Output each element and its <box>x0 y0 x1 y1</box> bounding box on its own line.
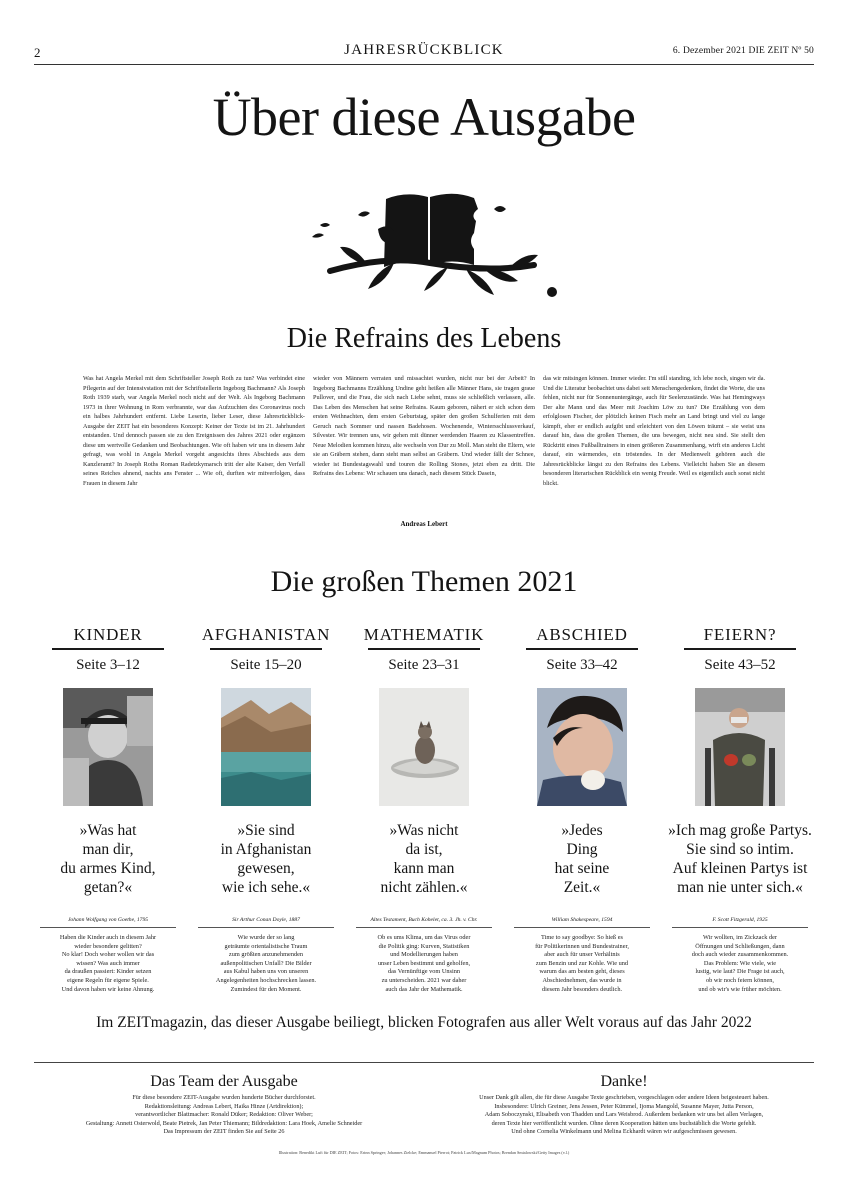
team-heading: Das Team der Ausgabe <box>150 1073 298 1090</box>
child-haircut-photo <box>63 688 153 806</box>
intro-text-3: das wir mitsingen können. Immer wieder. I'm still standing, ich lebe noch, singen wir da. Und die Literatur beobachtet uns dabei seit Menschengedenken, findet die Worte, die uns fehlen, nicht nur für Sonnenuntergänge, auch für Seelenzustände. Was hat Hemingways Der alte Mann und das Meer mit Joachim Löw zu tun? Die Erzählung von dem erfolglosen Fischer, der plötzlich keinen Fisch mehr an Land bringt und viel zu lange kämpft, eher er endlich aufgibt und erleichtert von den Löwen träumt – sie weist uns darauf hin, dass die großen Themen, die uns bewegen, nicht neu sind. Sie stellt den Rücktritt eines Fußballtrainers in einen größeren Zusammenhang, wirft ein anderes Licht darauf, ein wärmendes, ein tröstendes. In der Medienwelt gehören auch die Jahresrückblicke längst zu den Refrains des Lebens. Vielleicht haben Sie an diesem besonderen literarischen Rückblick ein wenig Freude. Weil es eigentlich auch sonst nicht blickt. <box>543 375 765 487</box>
page-title: Über diese Ausgabe <box>212 87 636 147</box>
intro-text-1: Was hat Angela Merkel mit dem Schriftsteller Joseph Roth zu tun? Was verbindet eine Pflegerin auf der Intensivstation mit der Schriftstellerin Ingeborg Bachmann? Als Joseph Roth 1939 starb, war Angela Merkel noch nicht auf der Welt. Als Ingeborg Bachmann 1973 in ihrer Wohnung in Rom verbrannte, war das Aufzuchten des Coronavirus noch ein halbes Jahrhundert entfernt. Liebe Leserin, lieber Leser, diese Jahresrückblick-Ausgabe der ZEIT hat ein besonderes Konzept: Keiner der Texte ist im 21. Jahrhundert entstanden. Und dennoch passen sie zu den Ereignissen des Jahres 2021 oder ergänzen diese um wertvolle Gedanken und Beobachtungen. Wie oft haben wir uns in diesem Jahr gefragt, was wohl in Angela Merkel vorgeht angesichts ihres Abschieds aus dem Kanzleramt? In Joseph Roths Roman Radetzkymarsch tritt der alte Kaiser, den Verfall seines Reiches ahnend, nachts ans Fenster ... Wie oft, durften wir mitverfolgen, dass Frauen in diesem Jahr <box>83 375 305 487</box>
book-branch-illustration <box>298 185 560 305</box>
photo-credits: Illustration: Benedikt Luft für DIE ZEIT; Fotos: Erinn Springer; Johannes Zielcke; Emmanuel Pierrot; Patrick Lux/Magnum Photos; Brendan Smialowski/Getty Images (v.l.) <box>278 1150 570 1155</box>
theme-rule <box>210 648 322 650</box>
theme-name: KINDER <box>73 625 143 644</box>
thanks-heading: Danke! <box>600 1073 648 1090</box>
page-number: 2 <box>34 45 41 60</box>
theme-quote: »Ich mag große Partys. Sie sind so intim. Auf kleinen Partys ist man nie unter sich.« <box>668 822 812 896</box>
themes-heading: Die großen Themen 2021 <box>270 565 578 598</box>
theme-rule <box>52 648 164 650</box>
quote-source: William Shakespeare, 1594 <box>514 917 650 928</box>
theme-kinder <box>33 624 183 994</box>
theme-pages: Seite 23–31 <box>388 657 460 673</box>
afghanistan-lake-photo <box>221 688 311 806</box>
theme-pages: Seite 3–12 <box>76 657 140 673</box>
article-subtitle: Die Refrains des Lebens <box>286 323 562 354</box>
issue-info: 6. Dezember 2021 DIE ZEIT Nº 50 <box>672 46 814 56</box>
intro-text-2: wieder von Männern verraten und missachtet wurden, nicht nur bei der Arbeit? In Ingeborg Bachmanns Erzählung Undine geht heißen alle Männer Hans, sie tragen graue Pullover, und die Frau, die sich nach Liebe sehnt, muss sie schließlich verlassen, alle. Das Leben des Menschen hat seine Refrains. Kaum geboren, nähert er sich schon dem ersten Weihnachten, dem ersten Geburtstag, später den großen Schulferien mit dem Geruch nach Sommer und nassen Badehosen. Wochenende, Wintersschlussverkauf, Silvester. Wir trennen uns, wir gehen mit dünner werdenden Haaren zu Klassentreffen. Neue Melodien kommen hinzu, alte wechseln von Dur zu Moll. Man steht die Eltern, wie sie an Gräbern stehen, dann steht man selbst an Gräbern. Und wieder fällt der Schnee, wieder ist Bundestagswahl und touren die Rolling Stones, jetzt eben zu dritt. Die Refrains des Lebens: Wir schauen uns danach, nach diesem Stück Dasein, <box>313 375 535 477</box>
theme-abschied <box>507 624 657 994</box>
crying-boy-photo <box>537 688 627 806</box>
theme-pages: Seite 15–20 <box>230 657 302 673</box>
theme-description: Wie wurde der so lang geträumte orientalistische Traum zum größten anzunehmenden außenpolitischen Unfall? Die Bilder aus Kabul haben uns von unseren Angelegenheiten hochschrecken lassen. Zumindest für den Moment. <box>215 934 317 993</box>
thanks-text: Unser Dank gilt allen, die für diese Ausgabe Texte geschrieben, vorgeschlagen oder andere Ideen beigesteuert haben. Insbesondere: Ulrich Greiner, Jens Jessen, Peter Kümmel, Ijoma Mangold, Susanne Mayer, Jutta Person, Adam Soboczynski, Elisabeth von Thadden und Lars Weisbrod. Außerdem bedanken wir uns bei allen Verlagen, deren Texte hier veröffentlicht wurden. Ohne deren Kooperation hätten uns buchstäblich die Worte gefehlt. Und ohne Cornelia Winkelmann und Melina Eckhardt wären wir aufgeschmissen gewesen. <box>479 1094 769 1135</box>
theme-feiern <box>665 624 815 994</box>
quote-source: Johann Wolfgang von Goethe, 1795 <box>40 917 176 928</box>
header-rule <box>34 64 814 65</box>
quote-source: F. Scott Fitzgerald, 1925 <box>672 917 808 928</box>
theme-name: AFGHANISTAN <box>201 625 331 644</box>
theme-description: Wir wollten, im Zickzack der Öffnungen und Schließungen, dann doch auch wieder zusammenkommen. Das Problem: Wie viele, wie lustig, wie laut? Die Frage ist auch, ob wir noch feiern können, und ob wir's wie früher möchten. <box>691 934 789 993</box>
author-name: Andreas Lebert <box>400 520 448 528</box>
zeitmagazin-note: Im ZEITmagazin, das dieser Ausgabe beiliegt, blicken Fotografen aus aller Welt voraus auf das Jahr 2022 <box>96 1014 752 1031</box>
theme-rule <box>526 648 638 650</box>
cat-on-shell-photo <box>379 688 469 806</box>
quote-source: Altes Testament, Buch Kohelet, ca. 3. Jh. v. Chr. <box>356 917 492 928</box>
intro-column-3 <box>543 374 765 488</box>
theme-name: MATHEMATIK <box>363 625 485 644</box>
theme-description: Ob es ums Klima, um das Virus oder die Politik ging: Kurven, Statistiken und Modellierungen haben unser Leben bestimmt und geholfen, das Vernünftige vom Unsinn zu unterscheiden. 2021 war daher auch das Jahr der Mathematik. <box>377 934 471 993</box>
theme-quote: »Sie sind in Afghanistan gewesen, wie ich sehe.« <box>220 822 312 896</box>
theme-description: Haben die Kinder auch in diesem Jahr wieder besondere gelitten? No klar! Doch woher wollen wir das wissen? Was auch immer da draußen passiert: Kinder setzen eigene Regeln für eigene Spiele. Und davon haben wir keine Ahnung. <box>59 934 157 993</box>
theme-pages: Seite 43–52 <box>704 657 776 673</box>
section-title: JAHRESRÜCKBLICK <box>344 42 504 58</box>
theme-pages: Seite 33–42 <box>546 657 618 673</box>
theme-rule <box>368 648 480 650</box>
theme-quote: »Jedes Ding hat seine Zeit.« <box>554 822 610 896</box>
intro-column-1 <box>83 374 305 488</box>
theme-quote: »Was nicht da ist, kann man nicht zählen.« <box>380 822 468 896</box>
team-text: Für diese besondere ZEIT-Ausgabe wurden hunderte Bücher durchforstet. Redaktionsleitung: Andreas Lebert, Haika Hinze (Artdirektion); verantwortlicher Blattmacher: Ronald Düker; Redaktion: Oliver Weber; Gestaltung: Annett Osterwold, Beate Pietrek, Jan Peter Thiemann; Bildredaktion: Lara Hoek, Amelie Schneider Das Impressum der ZEIT finden Sie auf Seite 26 <box>85 1094 363 1135</box>
theme-name: FEIERN? <box>703 625 777 644</box>
theme-quote: »Was hat man dir, du armes Kind, getan?« <box>60 822 156 896</box>
footer-rule <box>34 1062 814 1063</box>
man-with-mittens-photo <box>695 688 785 806</box>
theme-name: ABSCHIED <box>536 625 628 644</box>
quote-source: Sir Arthur Conan Doyle, 1887 <box>198 917 334 928</box>
intro-column-2 <box>313 374 535 479</box>
theme-afghanistan <box>191 624 341 994</box>
theme-rule <box>684 648 796 650</box>
theme-description: Time to say goodbye: So hieß es für Politikerinnen und Bundestrainer, aber auch für unser Verhältnis zum Benzin und zur Kohle. Wie und warum das am besten geht, dieses Abschiednehmen, das wurde in diesem Jahr besonders deutlich. <box>535 934 629 993</box>
theme-mathematik <box>349 624 499 994</box>
